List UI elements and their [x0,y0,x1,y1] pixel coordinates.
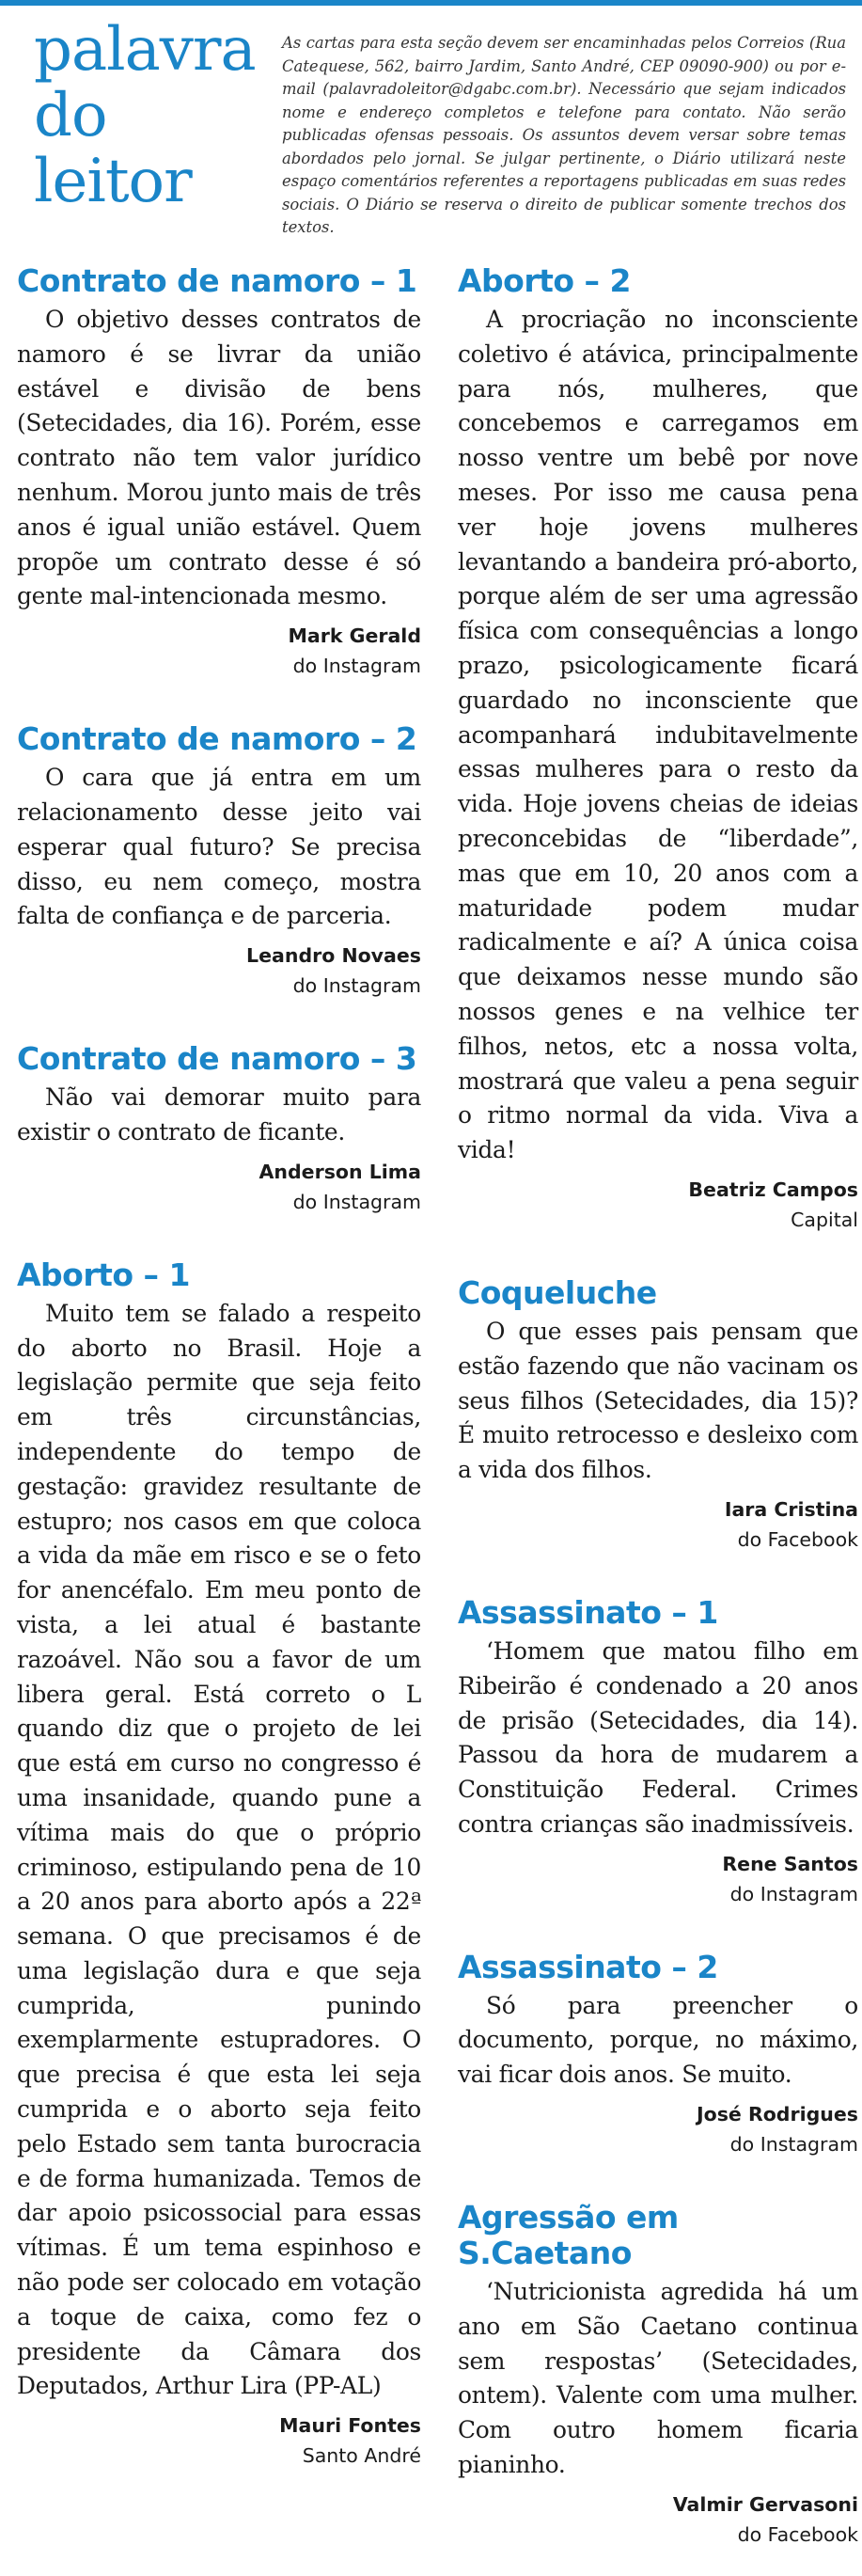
letter [458,263,858,1234]
letter [17,1257,421,2471]
letter-author: Mauri Fontes [279,2414,421,2438]
letter-author: Valmir Gervasoni [672,2492,858,2516]
letter-author: José Rodrigues [696,2103,858,2126]
letter-title: Contrato de namoro – 1 [17,262,417,299]
letter [458,2200,858,2549]
letter-source: do Instagram [729,1882,858,1905]
letter-source: Capital [791,1208,858,1231]
section-title [34,17,259,214]
letter [458,1275,858,1554]
letter-title: Aborto – 2 [458,262,631,299]
letter-author: Rene Santos [722,1852,858,1875]
section-title-line-1: palavra [34,15,256,85]
letter-author: Mark Gerald [288,624,421,648]
letter [458,1950,858,2158]
letter-body: O cara que já entra em um relacionamento desse jeito vai esperar qual futuro? Se precisa disso, eu nem começo, mostra falta de confiança e de parceria. [17,764,421,930]
letter-body: Não vai demorar muito para existir o contrato de ficante. [17,1083,421,1146]
letter-title: Coqueluche [458,1273,657,1311]
letter-source: do Instagram [292,974,421,998]
section-header [0,0,862,243]
letter-source: do Facebook [737,2522,858,2546]
right-column [458,263,858,2549]
letter-author: Iara Cristina [724,1497,858,1521]
letter-body: ‘Homem que matou filho em Ribeirão é condenado a 20 anos de prisão (Setecidades, dia 14). Passou da hora de mudarem a Constituição Federal. Crimes contra crianças são inadmissíveis. [458,1636,858,1838]
letter-body: A procriação no inconsciente coletivo é atávica, principalmente para nós, mulheres, que concebemos e carregamos em nosso ventre um bebê por nove meses. Por isso me causa pena ver hoje jovens mulheres levantando a bandeira pró-aborto, porque além de ser uma agressão física com consequências a longo prazo, psicologicamente ficará guardado no inconsciente que acompanhará indubitavelmente essas mulheres para o resto da vida. Hoje jovens cheias de ideias preconcebidas de “liberdade”, mas que em 10, 20 anos com a maturidade podem mudar radicalmente e aí? A única coisa que deixamos nesse mundo são nossos genes e na velhice ter filhos, netos, etc a nossa volta, mostrará que valeu a pena seguir o ritmo normal da vida. Viva a vida! [458,306,858,1164]
letter [17,1041,421,1216]
top-rule [0,0,862,6]
letter-title: Assassinato – 1 [458,1593,718,1631]
letter-source: Santo André [302,2444,421,2468]
section-title-line-2: do leitor [34,81,192,216]
letter [17,263,421,680]
letter-title: Agressão em S.Caetano [458,2199,679,2272]
letter-body: Muito tem se falado a respeito do aborto no Brasil. Hoje a legislação permite que seja feito em três circunstâncias, independente do tempo de gestação: gravidez resultante de estupro; nos casos em que coloca a vida da mãe em risco e se o feto for anencéfalo. Em meu ponto de vista, a lei atual é bastante razoável. Não sou a favor de um libera geral. Está correto o L quando diz que o projeto de lei que está em curso no congresso é uma insanidade, quando pune a vítima mais do que o próprio criminoso, estipulando pena de 10 a 20 anos para aborto após a 22ª semana. O que precisamos é de uma legislação dura e que seja cumprida, punindo exemplarmente estupradores. O que precisa é que esta lei seja cumprida e o aborto seja feito pelo Estado sem tanta burocracia e de forma humanizada. Temos de dar apoio psicossocial para essas vítimas. É um tema espinhoso e não pode ser colocado em votação a toque de caixa, como fez o presidente da Câmara dos Deputados, Arthur Lira (PP-AL) [17,1299,421,2400]
submission-notice: As cartas para esta seção devem ser encaminhadas pelos Correios (Rua Catequese, 562, bairro Jardim, Santo André, CEP 09090-900) ou por e-mail (palavradoleitor@dgabc.com.br). Necessário que sejam indicados nome e endereço completos e telefone para contato. Não serão publicadas ofensas pessoais. Os assuntos devem versar sobre temas abordados pelo jornal. Se julgar pertinente, o Diário utilizará neste espaço comentários referentes a reportagens publicadas em suas redes sociais. O Diário se reserva o direito de publicar somente trechos dos textos. [282,34,846,237]
letter-source: do Instagram [292,1190,421,1213]
letter-body: O que esses pais pensam que estão fazendo que não vacinam os seus filhos (Setecidades, dia 15)? É muito retrocesso e desleixo com a vida dos filhos. [458,1317,858,1484]
letter-source: do Instagram [292,655,421,678]
letter-body: Só para preencher o documento, porque, no máximo, vai ficar dois anos. Se muito. [458,1991,858,2089]
letter-title: Assassinato – 2 [458,1948,718,1985]
letter-source: do Facebook [737,1527,858,1551]
letter [458,1595,858,1908]
letter-body: ‘Nutricionista agredida há um ano em São Caetano continua sem respostas’ (Setecidades, ontem). Valente com uma mulher. Com outro homem ficaria pianinho. [458,2278,858,2479]
left-column [17,263,421,2470]
letter-author: Leandro Novaes [246,944,421,968]
letter-title: Aborto – 1 [17,1256,190,1293]
letter-title: Contrato de namoro – 3 [17,1040,417,1078]
letter-source: do Instagram [729,2133,858,2157]
letter-title: Contrato de namoro – 2 [17,720,417,758]
letter [17,721,421,1000]
letter-author: Beatriz Campos [688,1177,858,1201]
letter-author: Anderson Lima [259,1160,421,1183]
letter-body: O objetivo desses contratos de namoro é se livrar da união estável e divisão de bens (Setecidades, dia 16). Porém, esse contrato não tem valor jurídico nenhum. Morou junto mais de três anos é igual união estável. Quem propõe um contrato desse é só gente mal-intencionada mesmo. [17,306,421,610]
